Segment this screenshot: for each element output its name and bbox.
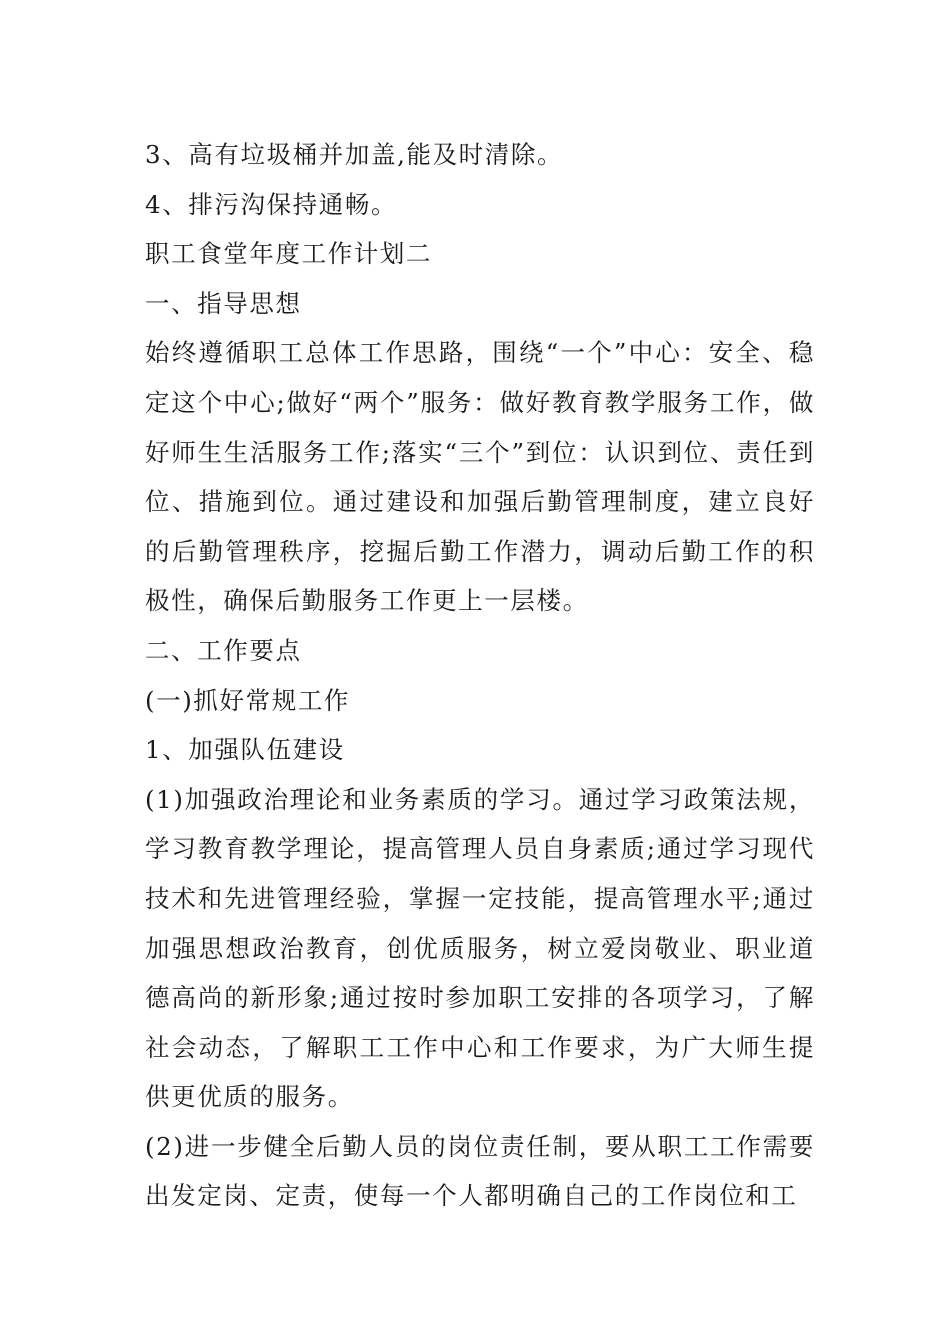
- subheading-team-building: 1、加强队伍建设: [145, 735, 345, 765]
- paragraph-responsibility: (2)进一步健全后勤人员的岗位责任制，要从职工工作需要出发定岗、定责，使每一个人都明确自己的工作岗位和工: [145, 1131, 815, 1211]
- paragraph-study: (1)加强政治理论和业务素质的学习。通过学习政策法规，学习教育教学理论，提高管理人员自身素质;通过学习现代技术和先进管理经验，掌握一定技能，提高管理水平;通过加强思想政治教育，创优质服务，树立爱岗敬业、职业道德高尚的新形象;通过按时参加职工安排的各项学习，了解社会动态，了解职工工作中心和工作要求，为广大师生提供更优质的服务。: [145, 784, 815, 1112]
- document-body: [145, 130, 815, 1221]
- subheading-routine-work: (一)抓好常规工作: [145, 685, 351, 715]
- section-title: 职工食堂年度工作计划二: [145, 239, 433, 269]
- paragraph-item-4: 4、排污沟保持通畅。: [145, 189, 398, 219]
- heading-guiding-ideology: 一、指导思想: [145, 288, 302, 318]
- paragraph-item-3: 3、高有垃圾桶并加盖,能及时清除。: [145, 140, 564, 169]
- heading-work-points: 二、工作要点: [145, 635, 302, 665]
- paragraph-guiding-ideology: 始终遵循职工总体工作思路，围绕“一个”中心：安全、稳定这个中心;做好“两个”服务：做好教育教学服务工作，做好师生生活服务工作;落实“三个”到位：认识到位、责任到位、措施到位。通过建设和加强后勤管理制度，建立良好的后勤管理秩序，挖掘后勤工作潜力，调动后勤工作的积极性，确保后勤服务工作更上一层楼。: [145, 338, 815, 616]
